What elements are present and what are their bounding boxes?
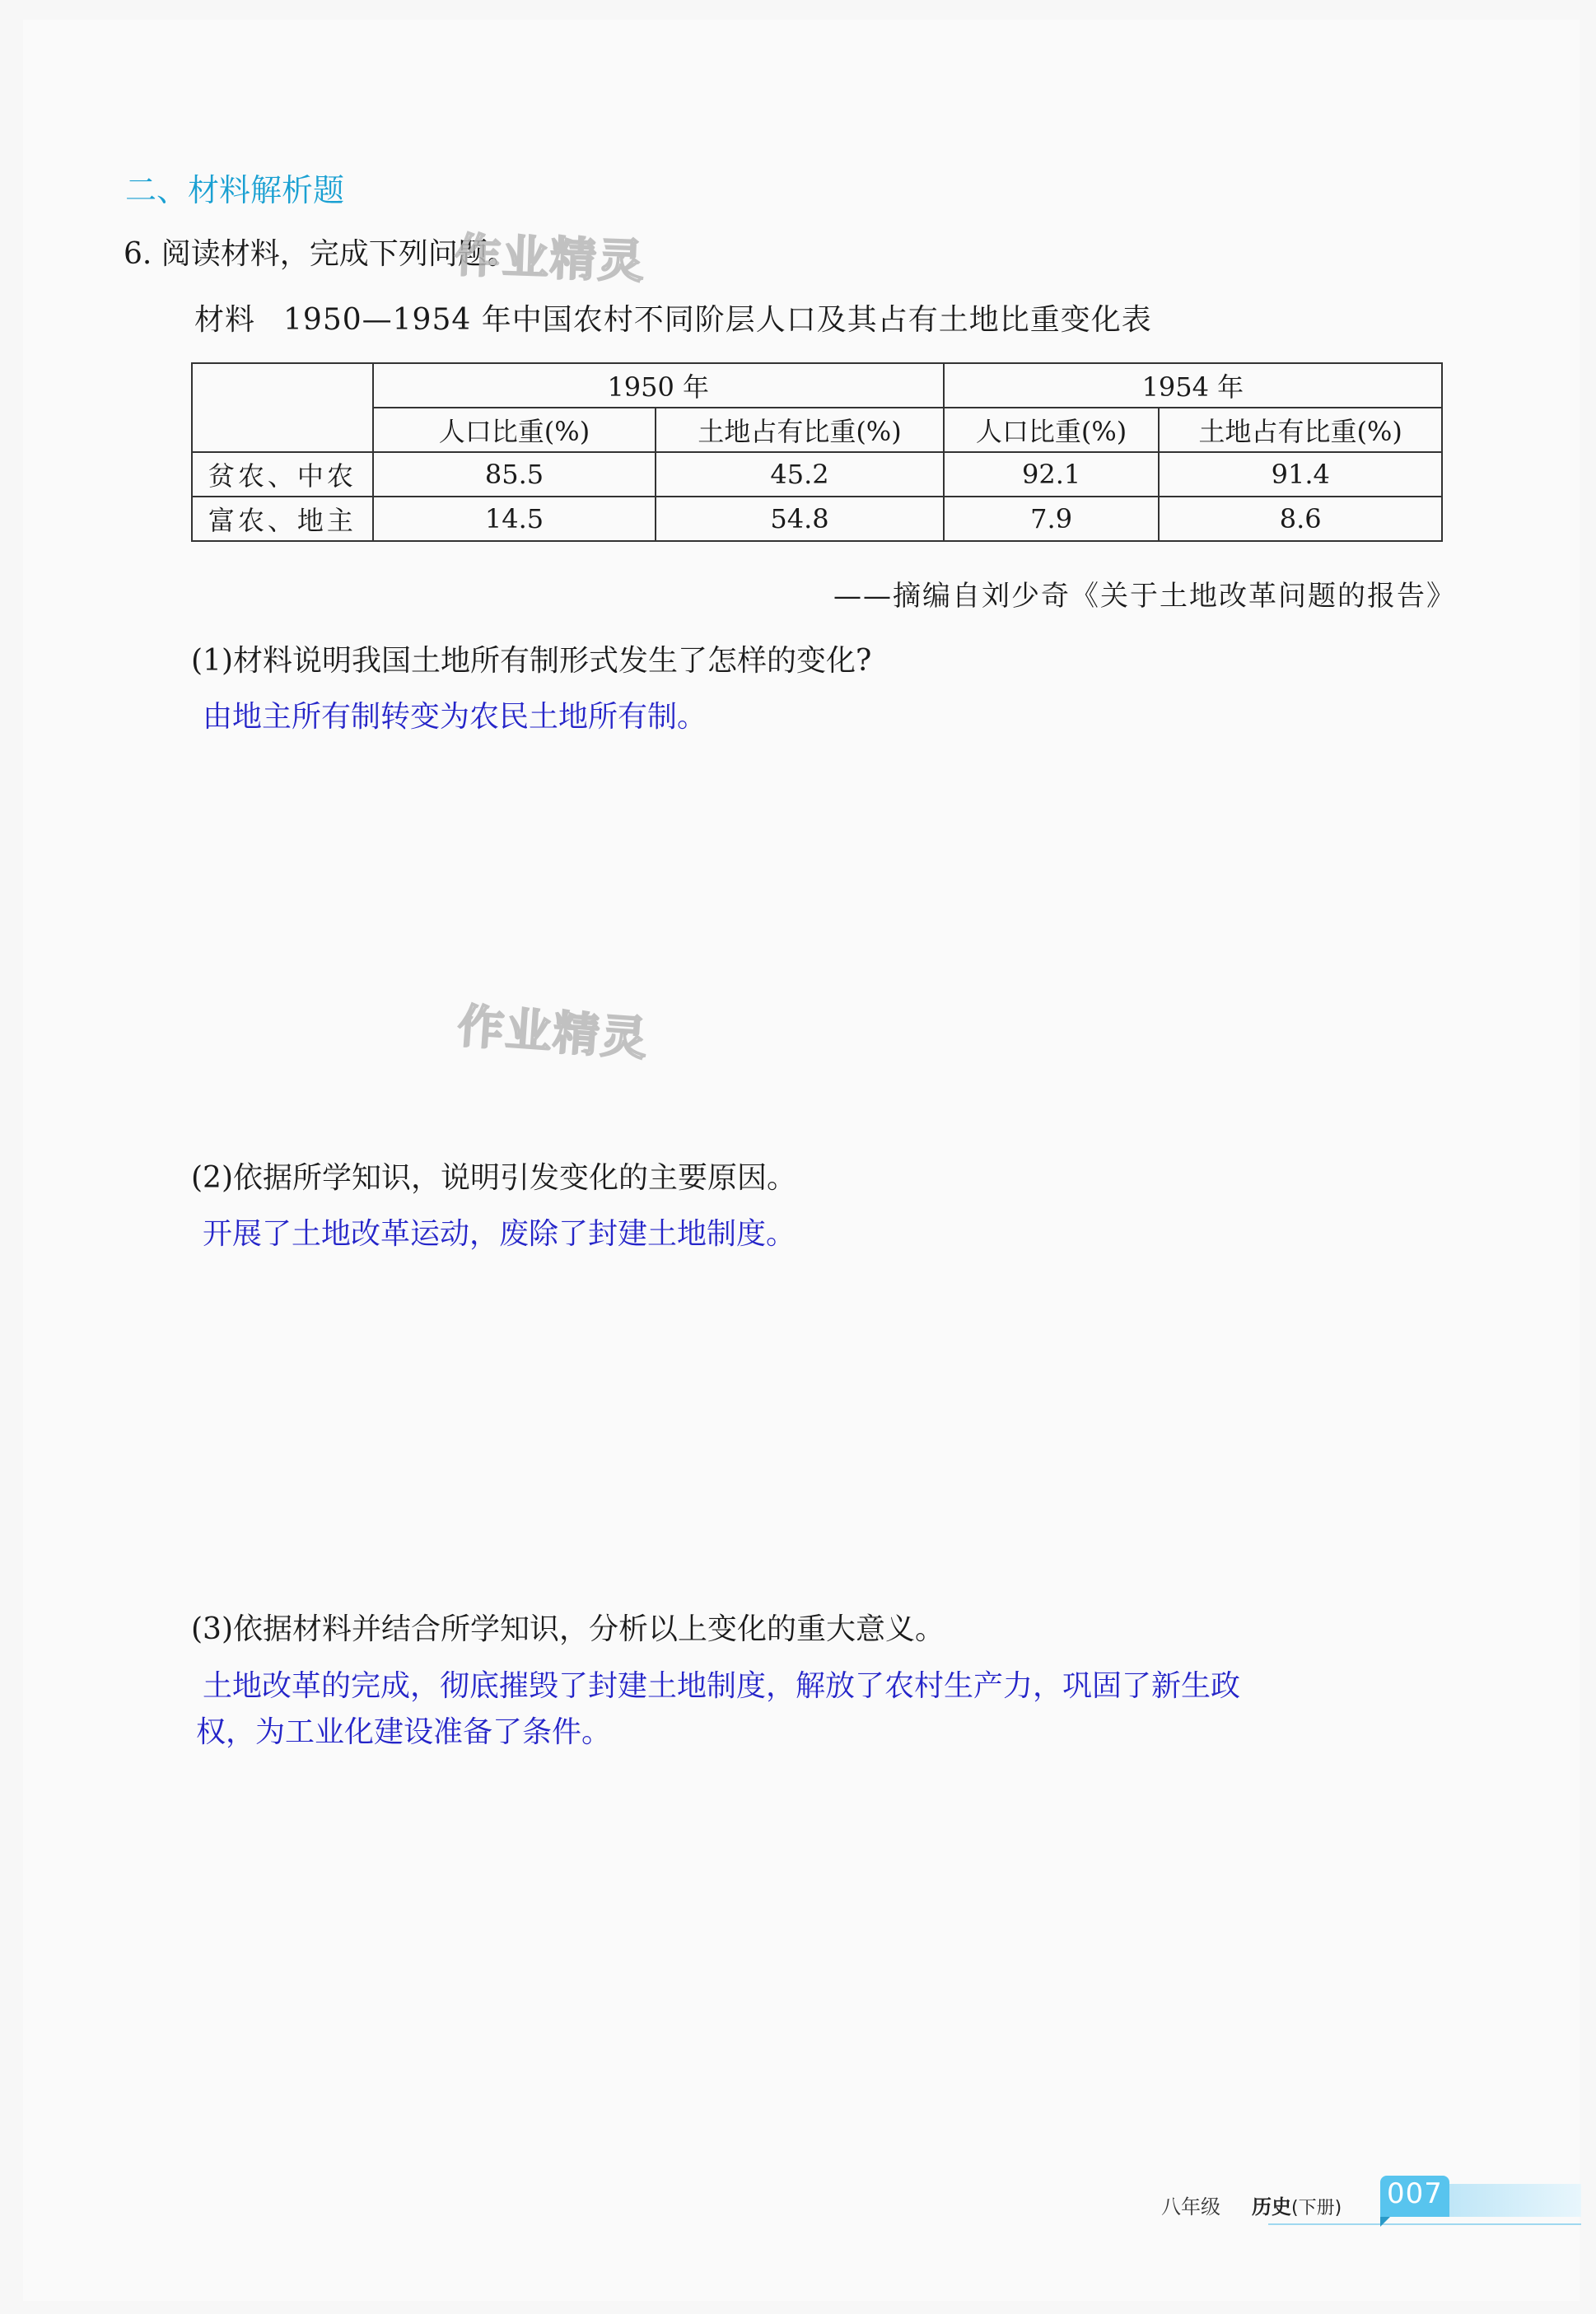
footer-grade: 八年级 xyxy=(1161,2195,1220,2218)
table-cell: 85.5 xyxy=(373,452,656,497)
table-cell: 45.2 xyxy=(656,452,944,497)
table-caption: 1950—1954 年中国农村不同阶层人口及其占有土地比重变化表 xyxy=(283,303,1152,337)
sub-question-3: (3)依据材料并结合所学知识，分析以上变化的重大意义。 xyxy=(191,1612,945,1646)
answer-2: 开展了土地改革运动，废除了封建土地制度。 xyxy=(203,1217,796,1251)
footer-band xyxy=(1449,2184,1581,2217)
source-citation: ——摘编自刘少奇《关于土地改革问题的报告》 xyxy=(833,580,1456,613)
page-number: 007 xyxy=(1387,2177,1443,2210)
table-cell: 91.4 xyxy=(1159,452,1442,497)
question-text: 6. 阅读材料，完成下列问题。 xyxy=(124,237,517,271)
answer-1: 由地主所有制转变为农民土地所有制。 xyxy=(203,700,707,734)
subheader-cell: 土地占有比重(%) xyxy=(1159,408,1442,452)
subheader-cell: 人口比重(%) xyxy=(944,408,1160,452)
subheader-cell: 土地占有比重(%) xyxy=(656,408,944,452)
table-cell: 92.1 xyxy=(944,452,1160,497)
row-label: 富农、地主 xyxy=(192,497,373,541)
table-corner-cell xyxy=(192,363,373,452)
footer-subject xyxy=(1252,2190,1342,2219)
subheader-cell: 人口比重(%) xyxy=(373,408,656,452)
sub-question-2: (2)依据所学知识，说明引发变化的主要原因。 xyxy=(191,1161,796,1195)
sub-question-1: (1)材料说明我国土地所有制形式发生了怎样的变化? xyxy=(191,644,872,678)
answer-3: 土地改革的完成，彻底摧毁了封建土地制度，解放了农村生产力，巩固了新生政权，为工业化建设准备了条件。 xyxy=(196,1669,1241,1749)
row-label: 贫农、中农 xyxy=(192,452,373,497)
material-label: 材料 xyxy=(194,303,256,337)
table-cell: 7.9 xyxy=(944,497,1160,541)
table-cell: 54.8 xyxy=(656,497,944,541)
watermark: 作业精灵 xyxy=(453,228,646,290)
footer-line xyxy=(1268,2223,1581,2225)
material-title xyxy=(194,296,1152,338)
subject-volume: (下册) xyxy=(1291,2198,1342,2218)
year-header-1950: 1950 年 xyxy=(373,363,944,408)
data-table xyxy=(191,362,1443,542)
year-header-1954: 1954 年 xyxy=(944,363,1442,408)
section-title: 二、材料解析题 xyxy=(125,172,345,208)
table-row xyxy=(192,497,1442,541)
watermark: 作业精灵 xyxy=(455,999,651,1067)
table-subheader-row xyxy=(192,408,1442,452)
table-cell: 8.6 xyxy=(1159,497,1442,541)
subject-name: 历史 xyxy=(1252,2195,1291,2218)
table-header-row xyxy=(192,363,1442,408)
table-cell: 14.5 xyxy=(373,497,656,541)
table-row xyxy=(192,452,1442,497)
